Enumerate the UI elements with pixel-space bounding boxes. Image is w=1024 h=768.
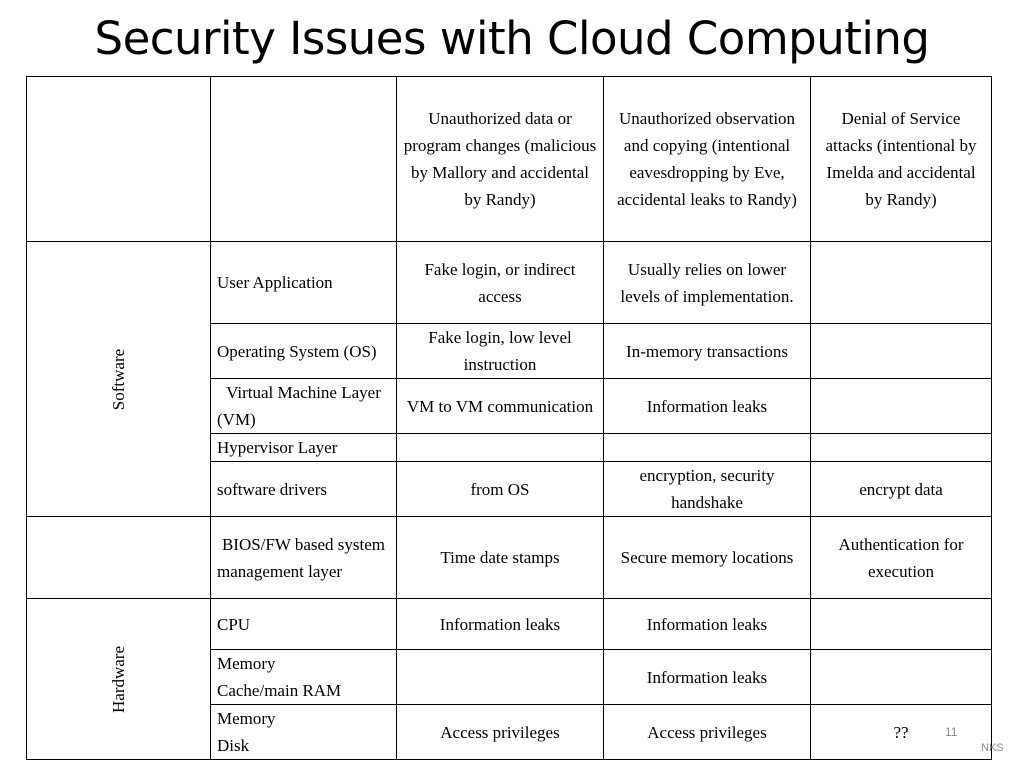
table-cell: encrypt data	[811, 462, 992, 517]
row-label-line: Memory	[217, 654, 276, 673]
table-row	[27, 599, 992, 650]
slide-author: NKS	[981, 742, 1004, 754]
empty-layer-header-cell	[211, 77, 397, 242]
row-label-line: Cache/main RAM	[217, 681, 342, 700]
empty-corner-cell	[27, 77, 211, 242]
table-cell: Information leaks	[604, 650, 811, 705]
header-unauthorized-observation: Unauthorized observation and copying (intentional eavesdropping by Eve, accidental leaks to Randy)	[604, 77, 811, 242]
table-cell: Fake login, or indirect access	[397, 242, 604, 324]
table-cell: Access privileges	[397, 705, 604, 760]
row-label	[211, 705, 397, 760]
table-cell	[604, 434, 811, 462]
slide-title: Security Issues with Cloud Computing	[94, 12, 930, 65]
row-label: BIOS/FW based system management layer	[211, 517, 397, 599]
table-row	[27, 242, 992, 324]
table-cell: Usually relies on lower levels of implementation.	[604, 242, 811, 324]
table-cell: Time date stamps	[397, 517, 604, 599]
table-cell: ??	[811, 705, 992, 760]
table-cell	[811, 650, 992, 705]
table-cell: Fake login, low level instruction	[397, 324, 604, 379]
header-denial-of-service: Denial of Service attacks (intentional by Imelda and accidental by Randy)	[811, 77, 992, 242]
row-label	[211, 650, 397, 705]
row-label: User Application	[211, 242, 397, 324]
group-software-cell	[27, 242, 211, 517]
table-cell: Information leaks	[604, 599, 811, 650]
row-label-line: Memory	[217, 709, 276, 728]
row-label: Hypervisor Layer	[211, 434, 397, 462]
row-label: CPU	[211, 599, 397, 650]
header-row	[27, 77, 992, 242]
table-cell: Access privileges	[604, 705, 811, 760]
row-label: software drivers	[211, 462, 397, 517]
row-label-line: Disk	[217, 736, 250, 755]
table-cell	[811, 379, 992, 434]
slide-page-number: 11	[945, 725, 958, 739]
table-cell	[811, 242, 992, 324]
table-cell: In-memory transactions	[604, 324, 811, 379]
table-cell: encryption, security handshake	[604, 462, 811, 517]
row-label: Operating System (OS)	[211, 324, 397, 379]
group-software-label: Software	[109, 348, 128, 410]
table-cell: Secure memory locations	[604, 517, 811, 599]
table-cell	[811, 434, 992, 462]
empty-group-cell	[27, 517, 211, 599]
security-issues-table	[26, 76, 992, 760]
table-cell: from OS	[397, 462, 604, 517]
table-cell	[811, 324, 992, 379]
table-cell	[811, 599, 992, 650]
table-cell	[397, 434, 604, 462]
table-row	[27, 517, 992, 599]
table-cell: Information leaks	[397, 599, 604, 650]
table-cell: Authentication for execution	[811, 517, 992, 599]
group-hardware-cell	[27, 599, 211, 760]
group-hardware-label: Hardware	[108, 645, 128, 713]
table-cell	[397, 650, 604, 705]
header-unauthorized-changes: Unauthorized data or program changes (malicious by Mallory and accidental by Randy)	[397, 77, 604, 242]
row-label: Virtual Machine Layer (VM)	[211, 379, 397, 434]
table-cell: VM to VM communication	[397, 379, 604, 434]
table-cell: Information leaks	[604, 379, 811, 434]
